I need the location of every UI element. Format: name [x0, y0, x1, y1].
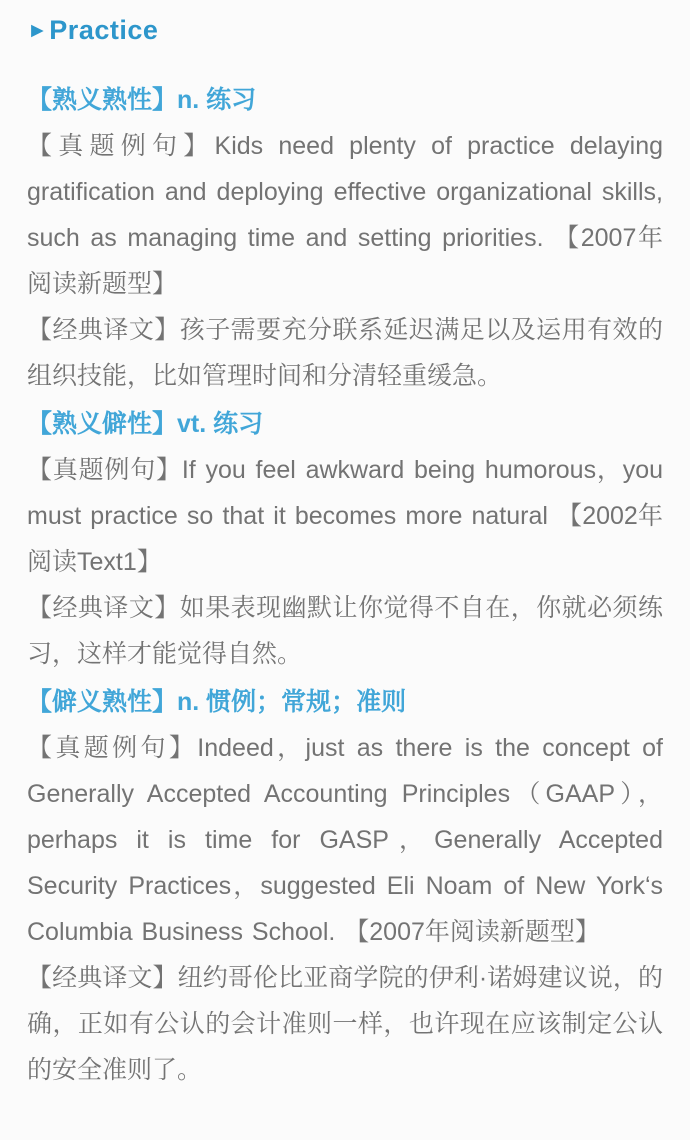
sense-section-2: [27, 401, 663, 677]
example-sentence: 【真题例句】If you feel awkward being humorous，you must practice so that it becomes more natural 【2002年阅读Text1】: [27, 456, 663, 576]
page-title-text: Practice: [49, 15, 159, 45]
sense-heading: 【熟义熟性】n. 练习: [27, 86, 257, 114]
translation-text: 【经典译文】孩子需要充分联系延迟满足以及运用有效的组织技能，比如管理时间和分清轻重缓急。: [27, 316, 663, 390]
sense-heading: 【熟义僻性】vt. 练习: [27, 410, 264, 438]
triangle-bullet-icon: ►: [27, 19, 49, 42]
translation-text: 【经典译文】纽约哥伦比亚商学院的伊利·诺姆建议说，的确，正如有公认的会计准则一样，也许现在应该制定公认的安全准则了。: [27, 964, 663, 1084]
page-title: [27, 12, 663, 49]
sense-section-1: [27, 77, 663, 399]
sense-section-3: [27, 679, 663, 1093]
sense-heading: 【僻义熟性】n. 惯例；常规；准则: [27, 688, 407, 716]
example-sentence: 【真题例句】Kids need plenty of practice delaying gratification and deploying effective organizational skills, such as managing time and setting priorities. 【2007年阅读新题型】: [27, 132, 663, 298]
example-sentence: 【真题例句】Indeed，just as there is the concept of Generally Accepted Accounting Principles（GAAP），perhaps it is time for GASP，Generally Accepted Security Practices，suggested Eli Noam of New York‘s Columbia Business School. 【2007年阅读新题型】: [27, 734, 663, 946]
translation-text: 【经典译文】如果表现幽默让你觉得不自在，你就必须练习，这样才能觉得自然。: [27, 594, 663, 668]
